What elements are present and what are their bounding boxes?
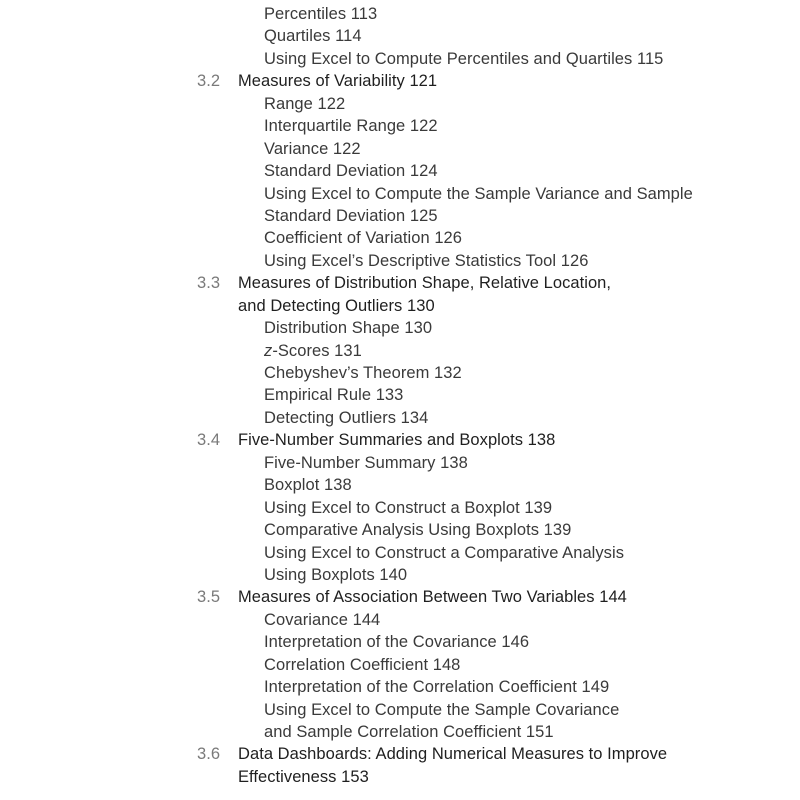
- toc-subsection-entry: [0, 160, 800, 182]
- subsection-title: and Sample Correlation Coefficient 151: [264, 723, 554, 741]
- toc-section-entry: [0, 586, 800, 608]
- subsection-title: Using Boxplots 140: [264, 565, 408, 584]
- subsection-title: Distribution Shape 130: [264, 319, 433, 338]
- subsection-title: Five-Number Summary 138: [264, 453, 468, 472]
- subsection-title: Range 122: [264, 94, 346, 113]
- subsection-title: Interpretation of the Correlation Coefficient 149: [264, 678, 610, 697]
- toc-subsection-entry: [0, 407, 800, 429]
- subsection-title: Chebyshev’s Theorem 132: [264, 364, 462, 382]
- toc-subsection-entry: [0, 519, 800, 541]
- table-of-contents: [0, 3, 800, 788]
- toc-subsection-entry: [0, 48, 800, 70]
- subsection-title: Standard Deviation 124: [264, 162, 438, 181]
- toc-subsection-entry: [0, 609, 800, 631]
- toc-subsection-entry: [0, 497, 800, 519]
- subsection-title: Using Excel to Construct a Comparative Analysis: [264, 543, 624, 562]
- subsection-title: Empirical Rule 133: [264, 386, 404, 405]
- subsection-title-rest: -Scores 131: [272, 341, 362, 360]
- subsection-title: Using Excel’s Descriptive Statistics Tool 126: [264, 251, 589, 270]
- section-title: Measures of Variability 121: [238, 72, 438, 91]
- toc-section-entry-continued: [0, 766, 800, 788]
- toc-subsection-entry: [0, 250, 800, 272]
- subsection-title: Comparative Analysis Using Boxplots 139: [264, 521, 572, 540]
- toc-subsection-entry: [0, 25, 800, 47]
- toc-subsection-entry: [0, 721, 800, 743]
- section-title-continued: and Detecting Outliers 130: [238, 296, 435, 315]
- toc-subsection-entry: [0, 699, 800, 721]
- subsection-title: Using Excel to Compute Percentiles and Quartiles 115: [264, 49, 664, 68]
- subsection-title: Interquartile Range 122: [264, 117, 438, 136]
- section-number: 3.3: [197, 274, 221, 293]
- toc-subsection-entry: [0, 340, 800, 362]
- toc-subsection-entry: [0, 317, 800, 339]
- toc-subsection-entry: [0, 362, 800, 384]
- subsection-title: Standard Deviation 125: [264, 206, 438, 225]
- toc-section-entry: [0, 70, 800, 92]
- section-title: Five-Number Summaries and Boxplots 138: [238, 431, 556, 450]
- subsection-title: Variance 122: [264, 139, 361, 158]
- toc-subsection-entry: [0, 654, 800, 676]
- toc-subsection-entry: [0, 542, 800, 564]
- section-title: Data Dashboards: Adding Numerical Measures to Improve: [238, 745, 668, 764]
- toc-subsection-entry: [0, 205, 800, 227]
- subsection-title: Correlation Coefficient 148: [264, 655, 461, 674]
- subsection-title: Using Excel to Compute the Sample Covariance: [264, 700, 620, 719]
- toc-section-entry: [0, 429, 800, 451]
- subsection-title: Coefficient of Variation 126: [264, 229, 462, 248]
- toc-section-entry: [0, 272, 800, 294]
- toc-subsection-entry: [0, 138, 800, 160]
- toc-section-entry: [0, 743, 800, 765]
- subsection-title: Using Excel to Construct a Boxplot 139: [264, 498, 553, 517]
- toc-subsection-entry: [0, 564, 800, 586]
- toc-subsection-entry: [0, 474, 800, 496]
- toc-subsection-entry: [0, 3, 800, 25]
- toc-subsection-entry: [0, 183, 800, 205]
- subsection-title: Detecting Outliers 134: [264, 408, 429, 427]
- toc-subsection-entry: [0, 631, 800, 653]
- section-title: Measures of Association Between Two Variables 144: [238, 588, 627, 607]
- toc-subsection-entry: [0, 676, 800, 698]
- toc-section-entry-continued: [0, 295, 800, 317]
- section-number: 3.5: [197, 588, 221, 607]
- toc-subsection-entry: [0, 384, 800, 406]
- subsection-title: Covariance 144: [264, 610, 381, 629]
- italic-variable: z: [264, 341, 273, 360]
- subsection-title: [264, 340, 362, 362]
- section-number: 3.4: [197, 431, 221, 450]
- subsection-title: Using Excel to Compute the Sample Variance and Sample: [264, 184, 693, 203]
- subsection-title: Percentiles 113: [264, 5, 378, 23]
- subsection-title: Interpretation of the Covariance 146: [264, 633, 530, 652]
- section-title-continued: Effectiveness 153: [238, 767, 369, 786]
- section-title: Measures of Distribution Shape, Relative Location,: [238, 274, 612, 293]
- section-number: 3.6: [197, 745, 221, 764]
- subsection-title: Quartiles 114: [264, 27, 362, 46]
- toc-subsection-entry: [0, 115, 800, 137]
- section-number: 3.2: [197, 72, 221, 91]
- subsection-title: Boxplot 138: [264, 476, 352, 495]
- toc-subsection-entry: [0, 227, 800, 249]
- toc-subsection-entry: [0, 452, 800, 474]
- toc-subsection-entry: [0, 93, 800, 115]
